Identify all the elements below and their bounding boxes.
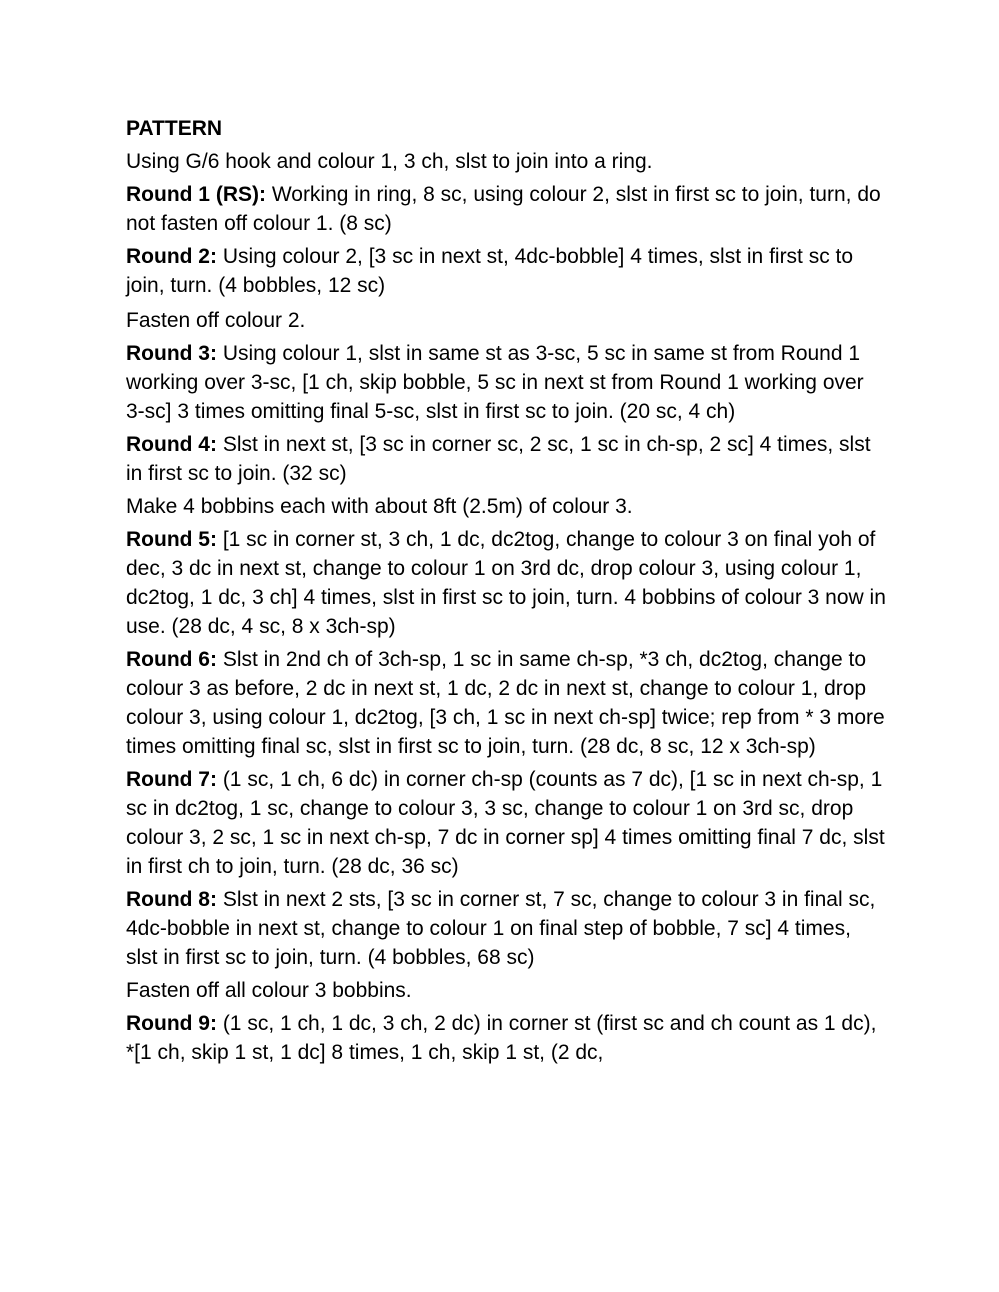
paragraph-text: (1 sc, 1 ch, 1 dc, 3 ch, 2 dc) in corner st (first sc and ch count as 1 dc), *[1 ch, skip 1 st, 1 dc] 8 times, 1 ch, skip 1 st, (2 dc, xyxy=(126,1012,877,1064)
paragraph-text: [1 sc in corner st, 3 ch, 1 dc, dc2tog, change to colour 3 on final yoh of dec, 3 dc in next st, change to colour 1 on 3rd dc, drop colour 3, using colour 1, dc2tog, 1 dc, 3 ch] 4 times, slst in first sc to join, turn. 4 bobbins of colour 3 now in use. (28 dc, 4 sc, 8 x 3ch-sp) xyxy=(126,528,886,638)
paragraph-round-9 xyxy=(126,1009,886,1067)
paragraph-label: Round 6: xyxy=(126,648,217,671)
paragraph-fasten-off-2 xyxy=(126,306,886,335)
paragraph-label: Round 9: xyxy=(126,1012,217,1035)
paragraph-bobbins xyxy=(126,492,886,521)
paragraph-label: Round 3: xyxy=(126,342,217,365)
paragraph-fasten-off-3 xyxy=(126,976,886,1005)
paragraph-round-3 xyxy=(126,339,886,426)
paragraph-intro xyxy=(126,147,886,176)
paragraph-text: Slst in 2nd ch of 3ch-sp, 1 sc in same ch-sp, *3 ch, dc2tog, change to colour 3 as before, 2 dc in next st, 1 dc, 2 dc in next st, change to colour 1, drop colour 3, using colour 1, dc2tog, [3 ch, 1 sc in next ch-sp] twice; rep from * 3 more times omitting final sc, slst in first sc to join, turn. (28 dc, 8 sc, 12 x 3ch-sp) xyxy=(126,648,885,758)
paragraph-text: Make 4 bobbins each with about 8ft (2.5m) of colour 3. xyxy=(126,495,633,518)
paragraph-label: Round 5: xyxy=(126,528,217,551)
page-heading: PATTERN xyxy=(126,117,223,140)
paragraph-text: Working in ring, 8 sc, using colour 2, slst in first sc to join, turn, do not fasten off colour 1. (8 sc) xyxy=(126,183,881,235)
paragraph-round-5 xyxy=(126,525,886,641)
paragraph-round-8 xyxy=(126,885,886,972)
paragraph-text: Using colour 1, slst in same st as 3-sc, 5 sc in same st from Round 1 working over 3-sc, [1 ch, skip bobble, 5 sc in next st from Round 1 working over 3-sc] 3 times omitting final 5-sc, slst in first sc to join. (20 sc, 4 ch) xyxy=(126,342,864,423)
paragraph-round-1 xyxy=(126,180,886,238)
paragraph-label: Round 8: xyxy=(126,888,217,911)
paragraph-round-2 xyxy=(126,242,886,300)
paragraph-round-6 xyxy=(126,645,886,761)
paragraph-round-4 xyxy=(126,430,886,488)
document-page xyxy=(126,114,886,1071)
paragraph-label: Round 4: xyxy=(126,433,217,456)
paragraph-round-7 xyxy=(126,765,886,881)
paragraph-label: Round 2: xyxy=(126,245,217,268)
paragraph-text: Slst in next st, [3 sc in corner sc, 2 sc, 1 sc in ch-sp, 2 sc] 4 times, slst in first sc to join. (32 sc) xyxy=(126,433,871,485)
paragraph-label: Round 1 (RS): xyxy=(126,183,266,206)
paragraph-text: Slst in next 2 sts, [3 sc in corner st, 7 sc, change to colour 3 in final sc, 4dc-bobble in next st, change to colour 1 on final step of bobble, 7 sc] 4 times, slst in first sc to join, turn. (4 bobbles, 68 sc) xyxy=(126,888,876,969)
paragraph-text: Fasten off colour 2. xyxy=(126,309,306,332)
paragraph-text: Fasten off all colour 3 bobbins. xyxy=(126,979,412,1002)
paragraph-text: (1 sc, 1 ch, 6 dc) in corner ch-sp (counts as 7 dc), [1 sc in next ch-sp, 1 sc in dc2tog, 1 sc, change to colour 3, 3 sc, change to colour 1 on 3rd sc, drop colour 3, 2 sc, 1 sc in next ch-sp, 7 dc in corner sp] 4 times omitting final 7 dc, slst in first ch to join, turn. (28 dc, 36 sc) xyxy=(126,768,885,878)
paragraph-text: Using G/6 hook and colour 1, 3 ch, slst to join into a ring. xyxy=(126,150,653,173)
paragraph-label: Round 7: xyxy=(126,768,217,791)
paragraph-text: Using colour 2, [3 sc in next st, 4dc-bobble] 4 times, slst in first sc to join, turn. (4 bobbles, 12 sc) xyxy=(126,245,854,297)
